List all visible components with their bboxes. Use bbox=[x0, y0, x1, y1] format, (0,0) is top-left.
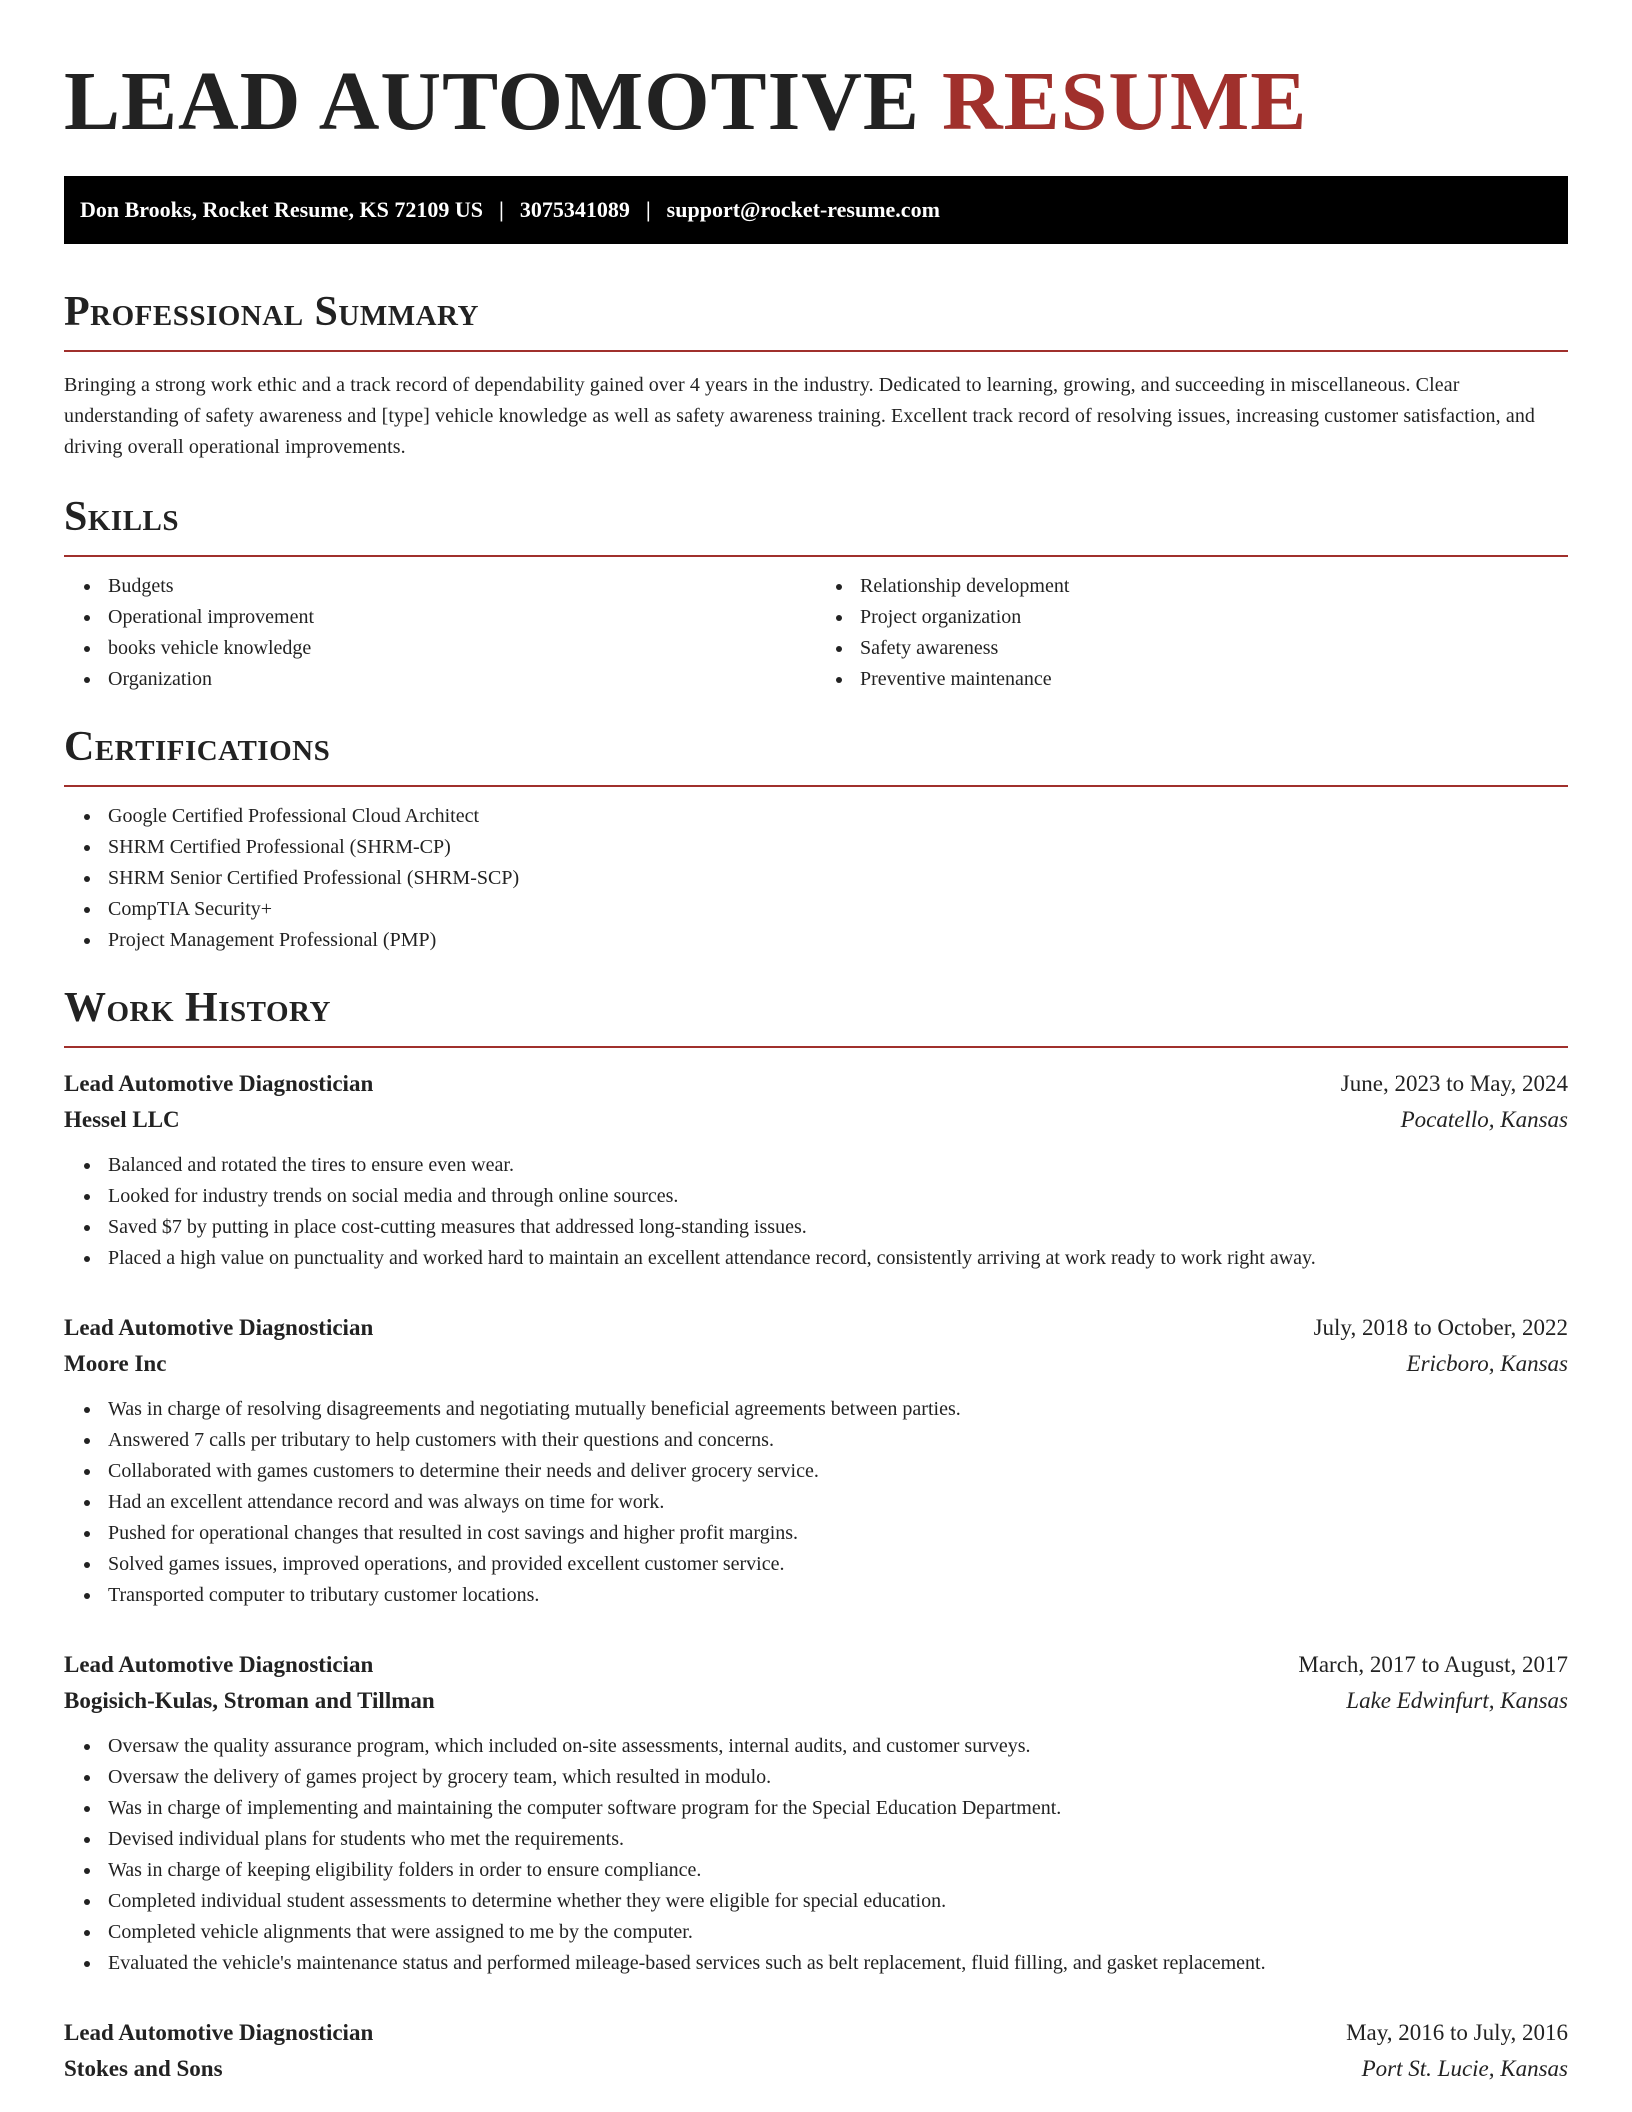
job-location: Port St. Lucie, Kansas bbox=[1361, 2056, 1568, 2081]
job-bullet: Pushed for operational changes that resulted in cost savings and higher profit margins. bbox=[64, 1518, 1568, 1549]
contact-separator: | bbox=[498, 197, 504, 222]
work-history-heading: Work History bbox=[64, 984, 1568, 1048]
job-company-row bbox=[64, 1346, 1568, 1382]
job-bullet: Had an excellent attendance record and was always on time for work. bbox=[64, 1487, 1568, 1518]
job-company: Stokes and Sons bbox=[64, 2056, 223, 2081]
job-bullet: Balanced and rotated the tires to ensure even wear. bbox=[64, 1150, 1568, 1181]
job-header-row bbox=[64, 2015, 1568, 2051]
contact-bar bbox=[64, 176, 1568, 244]
job-title: Lead Automotive Diagnostician bbox=[64, 1071, 374, 1096]
certification-item: SHRM Certified Professional (SHRM-CP) bbox=[64, 832, 1568, 863]
title-accent: RESUME bbox=[941, 55, 1308, 148]
job-bullets bbox=[64, 1150, 1568, 1274]
job-bullet: Evaluated the vehicle's maintenance status and performed mileage-based services such as belt replacement, fluid filling, and gasket replacement. bbox=[64, 1948, 1568, 1979]
skills-column-right bbox=[816, 571, 1568, 695]
skills-heading: Skills bbox=[64, 493, 1568, 557]
job-bullet: Solved games issues, improved operations, and provided excellent customer service. bbox=[64, 1549, 1568, 1580]
job-location: Pocatello, Kansas bbox=[1400, 1107, 1568, 1132]
job-bullets bbox=[64, 1731, 1568, 1979]
contact-phone: 3075341089 bbox=[519, 197, 630, 222]
job-entry bbox=[64, 1066, 1568, 1274]
skill-item: Operational improvement bbox=[64, 602, 816, 633]
resume-title bbox=[64, 0, 1568, 176]
job-title: Lead Automotive Diagnostician bbox=[64, 1652, 374, 1677]
skill-item: books vehicle knowledge bbox=[64, 633, 816, 664]
job-title: Lead Automotive Diagnostician bbox=[64, 2020, 374, 2045]
skills-column-left bbox=[64, 571, 816, 695]
title-main: LEAD AUTOMOTIVE bbox=[64, 55, 920, 148]
job-bullet: Saved $7 by putting in place cost-cutting measures that addressed long-standing issues. bbox=[64, 1212, 1568, 1243]
job-company-row bbox=[64, 1102, 1568, 1138]
skill-item: Organization bbox=[64, 664, 816, 695]
contact-address: Don Brooks, Rocket Resume, KS 72109 US bbox=[80, 197, 483, 222]
job-bullet: Devised individual plans for students who met the requirements. bbox=[64, 1824, 1568, 1855]
job-dates: May, 2016 to July, 2016 bbox=[1346, 2020, 1568, 2045]
job-bullet: Was in charge of resolving disagreements and negotiating mutually beneficial agreements between parties. bbox=[64, 1394, 1568, 1425]
job-bullet: Completed vehicle alignments that were assigned to me by the computer. bbox=[64, 1917, 1568, 1948]
job-bullet: Oversaw the quality assurance program, which included on-site assessments, internal audits, and customer surveys. bbox=[64, 1731, 1568, 1762]
summary-text: Bringing a strong work ethic and a track record of dependability gained over 4 years in the industry. Dedicated to learning, growing, and succeeding in miscellaneous. Clear understanding of safety awareness and [type] vehicle knowledge as well as safety awareness training. Excellent track record of resolving issues, increasing customer satisfaction, and driving overall operational improvements. bbox=[64, 374, 1536, 458]
job-entry bbox=[64, 1310, 1568, 1611]
job-dates: March, 2017 to August, 2017 bbox=[1298, 1652, 1568, 1677]
job-company-row bbox=[64, 1683, 1568, 1719]
certification-item: CompTIA Security+ bbox=[64, 894, 1568, 925]
skill-item: Project organization bbox=[816, 602, 1568, 633]
skill-item: Preventive maintenance bbox=[816, 664, 1568, 695]
job-dates: June, 2023 to May, 2024 bbox=[1340, 1071, 1568, 1096]
summary-heading: Professional Summary bbox=[64, 288, 1568, 352]
contact-separator: | bbox=[645, 197, 651, 222]
job-dates: July, 2018 to October, 2022 bbox=[1313, 1315, 1568, 1340]
contact-email: support@rocket-resume.com bbox=[666, 197, 940, 222]
job-bullet: Oversaw the delivery of games project by grocery team, which resulted in modulo. bbox=[64, 1762, 1568, 1793]
certifications-heading: Certifications bbox=[64, 723, 1568, 787]
skill-item: Relationship development bbox=[816, 571, 1568, 602]
certification-item: Project Management Professional (PMP) bbox=[64, 925, 1568, 956]
job-company-row bbox=[64, 2051, 1568, 2087]
certification-item: Google Certified Professional Cloud Architect bbox=[64, 801, 1568, 832]
job-header-row bbox=[64, 1310, 1568, 1346]
job-bullet: Collaborated with games customers to determine their needs and deliver grocery service. bbox=[64, 1456, 1568, 1487]
skills-list bbox=[64, 571, 1568, 695]
job-company: Bogisich-Kulas, Stroman and Tillman bbox=[64, 1688, 435, 1713]
job-bullet: Transported computer to tributary customer locations. bbox=[64, 1580, 1568, 1611]
job-bullet: Was in charge of keeping eligibility folders in order to ensure compliance. bbox=[64, 1855, 1568, 1886]
job-header-row bbox=[64, 1647, 1568, 1683]
certifications-list bbox=[64, 801, 1568, 956]
job-company: Moore Inc bbox=[64, 1351, 167, 1376]
job-location: Ericboro, Kansas bbox=[1406, 1351, 1568, 1376]
job-bullet: Answered 7 calls per tributary to help customers with their questions and concerns. bbox=[64, 1425, 1568, 1456]
job-location: Lake Edwinfurt, Kansas bbox=[1346, 1688, 1568, 1713]
job-bullet: Completed individual student assessments to determine whether they were eligible for special education. bbox=[64, 1886, 1568, 1917]
job-company: Hessel LLC bbox=[64, 1107, 180, 1132]
skill-item: Safety awareness bbox=[816, 633, 1568, 664]
job-title: Lead Automotive Diagnostician bbox=[64, 1315, 374, 1340]
job-bullet: Looked for industry trends on social media and through online sources. bbox=[64, 1181, 1568, 1212]
job-entry bbox=[64, 2015, 1568, 2087]
job-entry bbox=[64, 1647, 1568, 1979]
job-bullet: Was in charge of implementing and maintaining the computer software program for the Special Education Department. bbox=[64, 1793, 1568, 1824]
certification-item: SHRM Senior Certified Professional (SHRM-SCP) bbox=[64, 863, 1568, 894]
skill-item: Budgets bbox=[64, 571, 816, 602]
job-bullets bbox=[64, 1394, 1568, 1611]
job-bullet: Placed a high value on punctuality and worked hard to maintain an excellent attendance record, consistently arriving at work ready to work right away. bbox=[64, 1243, 1568, 1274]
job-header-row bbox=[64, 1066, 1568, 1102]
